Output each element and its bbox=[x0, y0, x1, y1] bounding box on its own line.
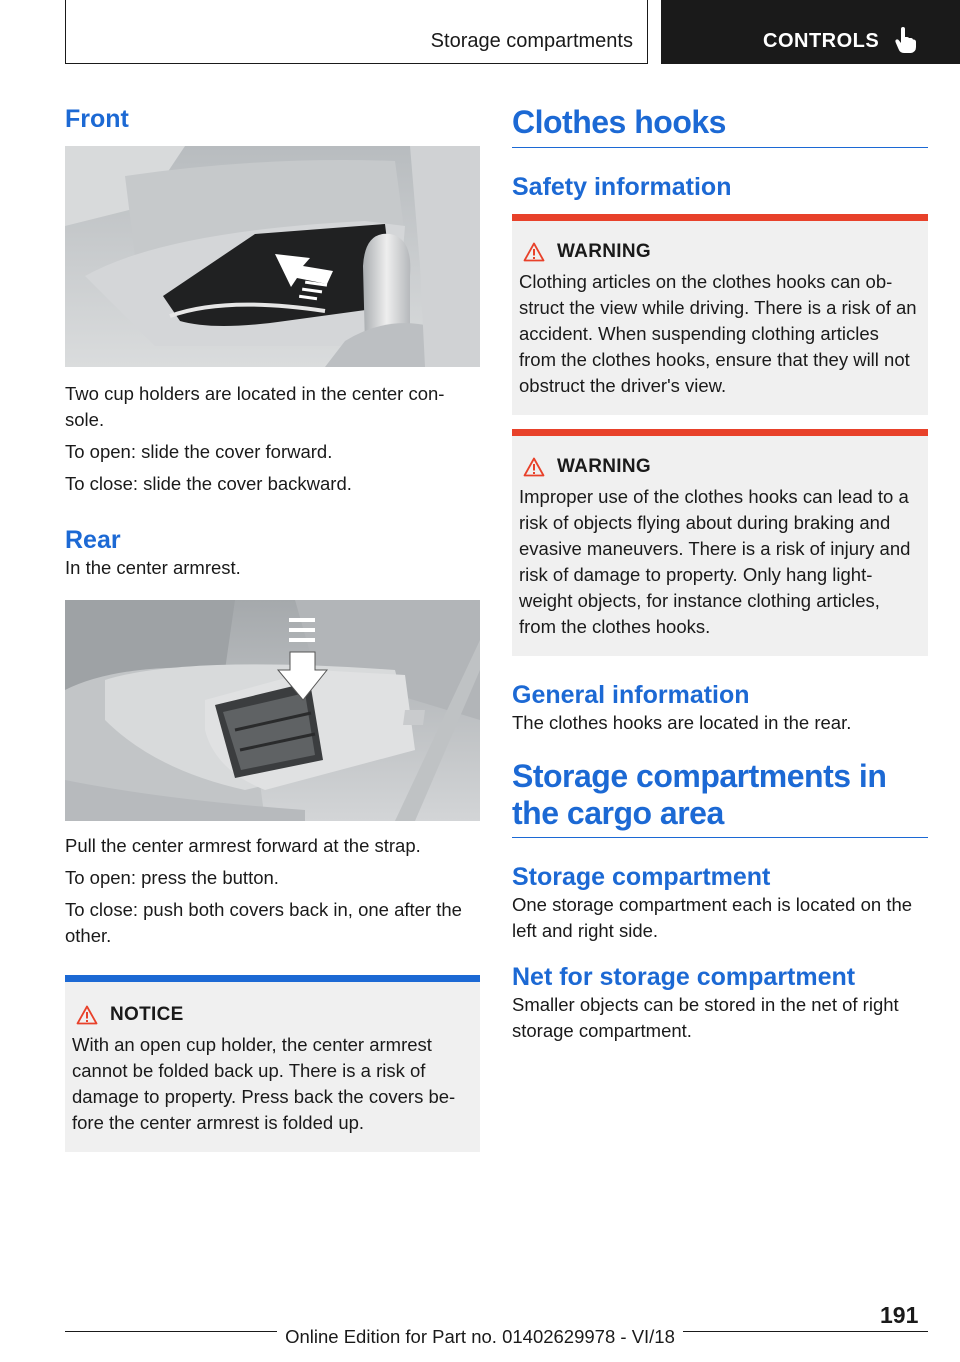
page-number: 191 bbox=[880, 1302, 919, 1328]
storage-compartment-heading: Storage compartment bbox=[512, 863, 771, 892]
front-cup-holder-figure bbox=[65, 146, 480, 367]
warning-1-text: Clothing articles on the clothes hooks can ob-struct the view while driving. There is a risk of an accident. When suspending clothing articles from the clothes hooks, ensure that they will not obstruct the driver's view. bbox=[519, 270, 917, 396]
header-section-title: Storage compartments bbox=[430, 30, 633, 52]
footer-rule-left bbox=[65, 1331, 277, 1332]
warning-box-1 bbox=[512, 214, 928, 415]
footer-edition: Online Edition for Part no. 01402629978 - VI/18 bbox=[285, 1326, 675, 1347]
front-heading: Front bbox=[65, 105, 129, 133]
warning-triangle-icon bbox=[523, 242, 545, 262]
warning-1-title-row bbox=[519, 241, 921, 263]
header-chapter-label: CONTROLS bbox=[763, 30, 880, 52]
right-column bbox=[512, 100, 928, 1044]
front-text-2: To open: slide the cover forward. bbox=[65, 441, 333, 462]
net-storage-text: Smaller objects can be stored in the net of right storage compartment. bbox=[512, 994, 899, 1042]
rear-intro: In the center armrest. bbox=[65, 557, 241, 578]
rear-heading: Rear bbox=[65, 526, 121, 554]
notice-box bbox=[65, 975, 480, 1152]
notice-title-row bbox=[72, 1004, 473, 1026]
warning-2-title: WARNING bbox=[557, 455, 651, 477]
front-text-3: To close: slide the cover backward. bbox=[65, 473, 352, 494]
notice-text: With an open cup holder, the center armrest cannot be folded back up. There is a risk of damage to property. Press back the covers be-fore the center armrest is folded up. bbox=[72, 1034, 456, 1133]
safety-heading: Safety information bbox=[512, 172, 732, 201]
net-storage-heading: Net for storage compartment bbox=[512, 963, 856, 992]
notice-title: NOTICE bbox=[110, 1004, 184, 1025]
header-chapter-tab bbox=[661, 0, 960, 64]
left-column bbox=[65, 100, 480, 1152]
warning-1-title: WARNING bbox=[557, 240, 651, 262]
front-text-1: Two cup holders are located in the center con-sole. bbox=[65, 383, 445, 430]
general-info-text: The clothes hooks are located in the rear. bbox=[512, 711, 852, 733]
rear-text-2: To open: press the button. bbox=[65, 867, 279, 888]
front-cup-holder-illustration bbox=[65, 146, 480, 367]
header-section-box bbox=[65, 0, 648, 64]
rear-text-1: Pull the center armrest forward at the strap. bbox=[65, 835, 421, 856]
rear-armrest-illustration bbox=[65, 600, 480, 821]
warning-2-text: Improper use of the clothes hooks can lead to a risk of objects flying about during braking and evasive maneuvers. There is a risk of injury and risk of damage to property. Only hang light-weight objects, for instance clothing articles, from the clothes hooks. bbox=[519, 485, 911, 637]
rear-text-3: To close: push both covers back in, one after the other. bbox=[65, 899, 462, 946]
pointing-hand-icon bbox=[893, 26, 917, 54]
general-info-heading: General information bbox=[512, 680, 750, 709]
rear-armrest-figure bbox=[65, 600, 480, 821]
warning-2-title-row bbox=[519, 456, 921, 478]
footer-rule-right bbox=[683, 1331, 928, 1332]
cargo-storage-rule bbox=[512, 837, 928, 838]
cargo-storage-heading: Storage compartments in the cargo area bbox=[512, 757, 887, 831]
clothes-hooks-rule bbox=[512, 147, 928, 148]
warning-triangle-icon bbox=[523, 457, 545, 477]
warning-box-2 bbox=[512, 429, 928, 656]
clothes-hooks-heading: Clothes hooks bbox=[512, 104, 726, 140]
storage-compartment-text: One storage compartment each is located on the left and right side. bbox=[512, 894, 913, 942]
warning-triangle-icon bbox=[76, 1005, 98, 1025]
